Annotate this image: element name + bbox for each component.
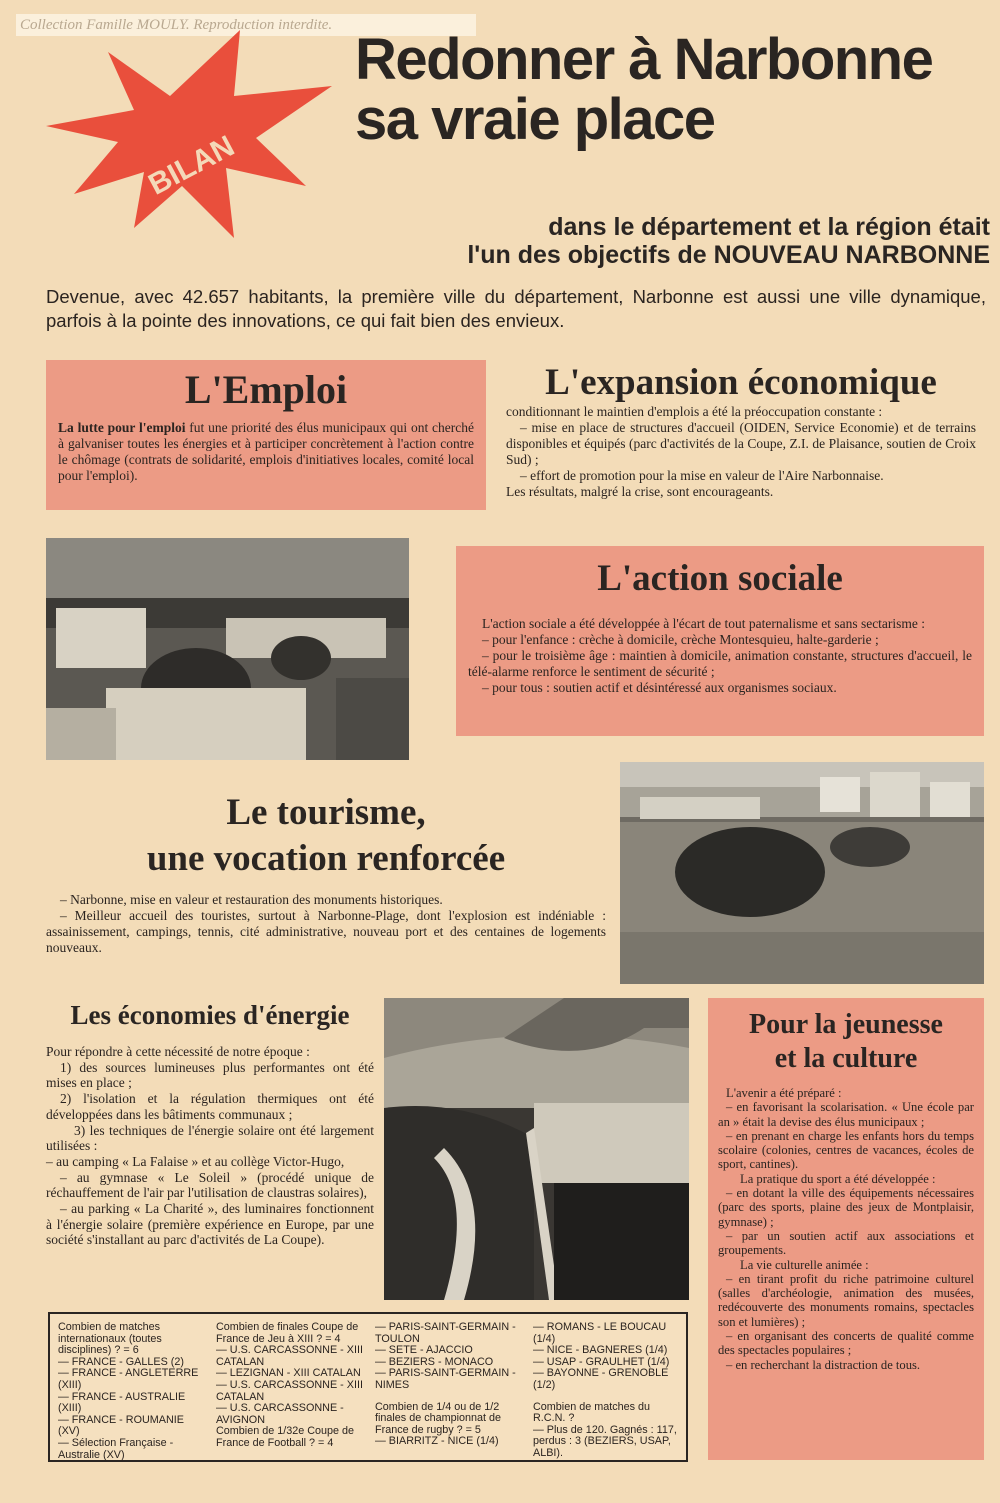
- expansion-title: L'expansion économique: [545, 362, 937, 403]
- tourisme-line: – Meilleur accueil des touristes, surtout à Narbonne-Plage, dont l'explosion est indéniable : assainissement, campings, tennis, cité administrative, nouveau port et des centaines de logements nouveaux.: [46, 908, 606, 955]
- title-line-2: sa vraie place: [355, 87, 715, 152]
- subtitle-line-2: l'un des objectifs de NOUVEAU NARBONNE: [467, 241, 990, 269]
- jeunesse-title-line-2: et la culture: [774, 1043, 918, 1074]
- emploi-lead: La lutte pour l'emploi: [58, 420, 186, 435]
- jeunesse-line: La pratique du sport a été développée :: [740, 1171, 936, 1186]
- sewing-workshop-photo: [46, 538, 409, 760]
- stats-line: — SETE - AJACCIO: [375, 1344, 473, 1357]
- tourisme-title-line-2: une vocation renforcée: [146, 838, 506, 879]
- expansion-line: – mise en place de structures d'accueil (OIDEN, Service Economie) et de terrains disponibles et équipés (parc d'activités de la Coupe, Z.I. de Plaisance, soutien de Croix Sud) ;: [506, 420, 976, 467]
- jeunesse-line: L'avenir a été préparé :: [726, 1086, 842, 1100]
- page-subtitle: [215, 213, 990, 269]
- stats-line: — U.S. CARCASSONNE - AVIGNON: [216, 1402, 344, 1426]
- stats-line: Combien de 1/32e Coupe de France de Football ? = 4: [216, 1425, 355, 1449]
- emploi-body: fut une priorité des élus municipaux qui ont cherché à galvaniser toutes les énergies et à participer concrètement à l'action contre le chômage (contrats de solidarité, emplois d'initiatives locales, comité local pour l'emploi).: [58, 420, 474, 483]
- stats-line: — PARIS-SAINT-GERMAIN - NIMES: [375, 1367, 516, 1391]
- emploi-title: L'Emploi: [184, 367, 348, 412]
- expansion-line: – effort de promotion pour la mise en valeur de l'Aire Narbonnaise.: [520, 468, 884, 483]
- energie-line: – au gymnase « Le Soleil » (procédé unique de réchauffement de l'air par l'utilisation de claustras solaires),: [46, 1169, 374, 1201]
- intro-paragraph: Devenue, avec 42.657 habitants, la première ville du département, Narbonne est aussi une ville dynamique, parfois à la pointe des innovations, ce qui fait bien des envieux.: [46, 286, 986, 331]
- stats-line: — BEZIERS - MONACO: [375, 1355, 494, 1368]
- stats-line: Combien de finales Coupe de France de Jeu à XIII ? = 4: [216, 1321, 359, 1345]
- stats-line: — Plus de 120. Gagnés : 117, perdus : 3 (BEZIERS, USAP, ALBI).: [533, 1423, 677, 1459]
- tourisme-title-line-1: Le tourisme,: [226, 792, 426, 833]
- energie-line: 2) l'isolation et la régulation thermiques ont été développées dans les bâtiments communaux ;: [46, 1091, 374, 1122]
- stats-line: — FRANCE - ANGLETERRE (XIII): [58, 1367, 199, 1391]
- stats-line: — FRANCE - ROUMANIE (XV): [58, 1413, 184, 1438]
- jeunesse-line: – en organisant des concerts de qualité comme des spectacles populaires ;: [718, 1329, 974, 1358]
- emploi-text: [58, 420, 474, 484]
- stats-line: — BAYONNE - GRENOBLE (1/2): [533, 1367, 669, 1391]
- stats-column-2: [216, 1322, 366, 1450]
- stats-line: — BIARRITZ - NICE (1/4): [375, 1435, 499, 1448]
- star-burst-shape: [46, 30, 332, 238]
- energie-line: – au camping « La Falaise » et au collège Victor-Hugo,: [46, 1153, 345, 1169]
- sports-stats-box: [48, 1312, 688, 1462]
- emploi-box: [46, 360, 486, 510]
- jeunesse-box: [708, 998, 984, 1460]
- title-line-1: Redonner à Narbonne: [355, 27, 933, 92]
- tourisme-text: [46, 892, 606, 956]
- subtitle-line-1: dans le département et la région était: [548, 213, 990, 241]
- social-box: [456, 546, 984, 736]
- social-line: – pour le troisième âge : maintien à domicile, animation constante, structures d'accueil, le télé-alarme renforce le sentiment de sécurité ;: [468, 648, 972, 679]
- stats-line: Combien de matches du R.C.N. ?: [533, 1400, 651, 1425]
- stats-line: — FRANCE - GALLES (2): [58, 1355, 184, 1368]
- stats-line: — NICE - BAGNERES (1/4): [533, 1344, 668, 1357]
- stats-column-3: [375, 1322, 525, 1448]
- bilan-label: BILAN: [143, 129, 240, 202]
- jeunesse-line: – en tirant profit du riche patrimoine culturel (salles d'archéologie, animation des musées, redécouverte des monuments romains, spectacles son et lumières) ;: [718, 1271, 974, 1329]
- energie-line: Pour répondre à cette nécessité de notre époque :: [46, 1044, 310, 1059]
- expansion-text: [506, 404, 976, 500]
- tourisme-line: – Narbonne, mise en valeur et restauration des monuments historiques.: [60, 892, 443, 907]
- watermark: Collection Famille MOULY. Reproduction interdite.: [16, 14, 476, 36]
- stats-line: — ROMANS - LE BOUCAU (1/4): [533, 1321, 667, 1345]
- stats-line: — PARIS-SAINT-GERMAIN - TOULON: [375, 1321, 516, 1345]
- jeunesse-text: [718, 1086, 974, 1372]
- stats-line: — U.S. CARCASSONNE - XIII CATALAN: [216, 1344, 363, 1368]
- social-line: L'action sociale a été développée à l'écart de tout paternalisme et sans sectarisme :: [482, 616, 926, 631]
- jeunesse-line: – en favorisant la scolarisation. « Une école par an » était la devise des élus municipaux ;: [718, 1100, 974, 1129]
- stats-line: Combien de 1/4 ou de 1/2 finales de championnat de France de rugby ? = 5: [375, 1400, 502, 1436]
- stats-line: — Sélection Française - Australie (XV): [58, 1436, 174, 1461]
- stats-line: — USAP - GRAULHET (1/4): [533, 1355, 670, 1368]
- town-landscape-photo: [620, 762, 984, 984]
- energie-text: [46, 1044, 374, 1248]
- jeunesse-title: [718, 1008, 974, 1076]
- social-title: L'action sociale: [597, 558, 843, 599]
- social-text: [468, 616, 972, 696]
- aerial-coast-photo: [384, 998, 689, 1300]
- stats-line: — FRANCE - AUSTRALIE (XIII): [58, 1390, 186, 1415]
- energie-title: Les économies d'énergie: [70, 1000, 350, 1030]
- expansion-line: conditionnant le maintien d'emplois a été la préoccupation constante :: [506, 404, 883, 419]
- jeunesse-line: – par un soutien actif aux associations et groupements.: [718, 1228, 974, 1258]
- social-line: – pour l'enfance : crèche à domicile, crèche Montesquieu, halte-garderie ;: [482, 632, 879, 647]
- page-title: [355, 27, 995, 152]
- stats-column-4: [533, 1322, 683, 1460]
- stats-line: — LEZIGNAN - XIII CATALAN: [216, 1367, 361, 1380]
- expansion-section: [506, 362, 976, 500]
- tourisme-section: [46, 790, 606, 956]
- energie-section: [46, 998, 374, 1248]
- energie-line: – au parking « La Charité », des luminaires fonctionnent à l'énergie solaire (première expérience en Europe, par une société s'installant au parc d'activités de La Coupe).: [46, 1201, 374, 1248]
- jeunesse-line: La vie culturelle animée :: [740, 1257, 869, 1272]
- jeunesse-title-line-1: Pour la jeunesse: [749, 1009, 943, 1040]
- stats-line: — U.S. CARCASSONNE - XIII CATALAN: [216, 1378, 363, 1403]
- expansion-line: Les résultats, malgré la crise, sont encourageants.: [506, 484, 774, 499]
- jeunesse-line: – en prenant en charge les enfants hors du temps scolaire (colonies, centres de vacances, écoles de sport, cantines).: [718, 1128, 974, 1172]
- jeunesse-line: – en dotant la ville des équipements nécessaires (parc des sports, plaine des jeux de Montplaisir, gymnase) ;: [718, 1186, 974, 1229]
- energie-line: 1) des sources lumineuses plus performantes ont été mises en place ;: [46, 1059, 374, 1091]
- social-line: – pour tous : soutien actif et désintéressé aux organismes sociaux.: [482, 680, 837, 695]
- stats-column-1: [58, 1322, 208, 1461]
- jeunesse-line: – en recherchant la distraction de tous.: [726, 1357, 921, 1372]
- energie-line: 3) les techniques de l'énergie solaire ont été largement utilisées :: [46, 1122, 374, 1154]
- stats-line: Combien de matches internationaux (toutes disciplines) ? = 6: [58, 1321, 162, 1357]
- tourisme-title: [46, 790, 606, 882]
